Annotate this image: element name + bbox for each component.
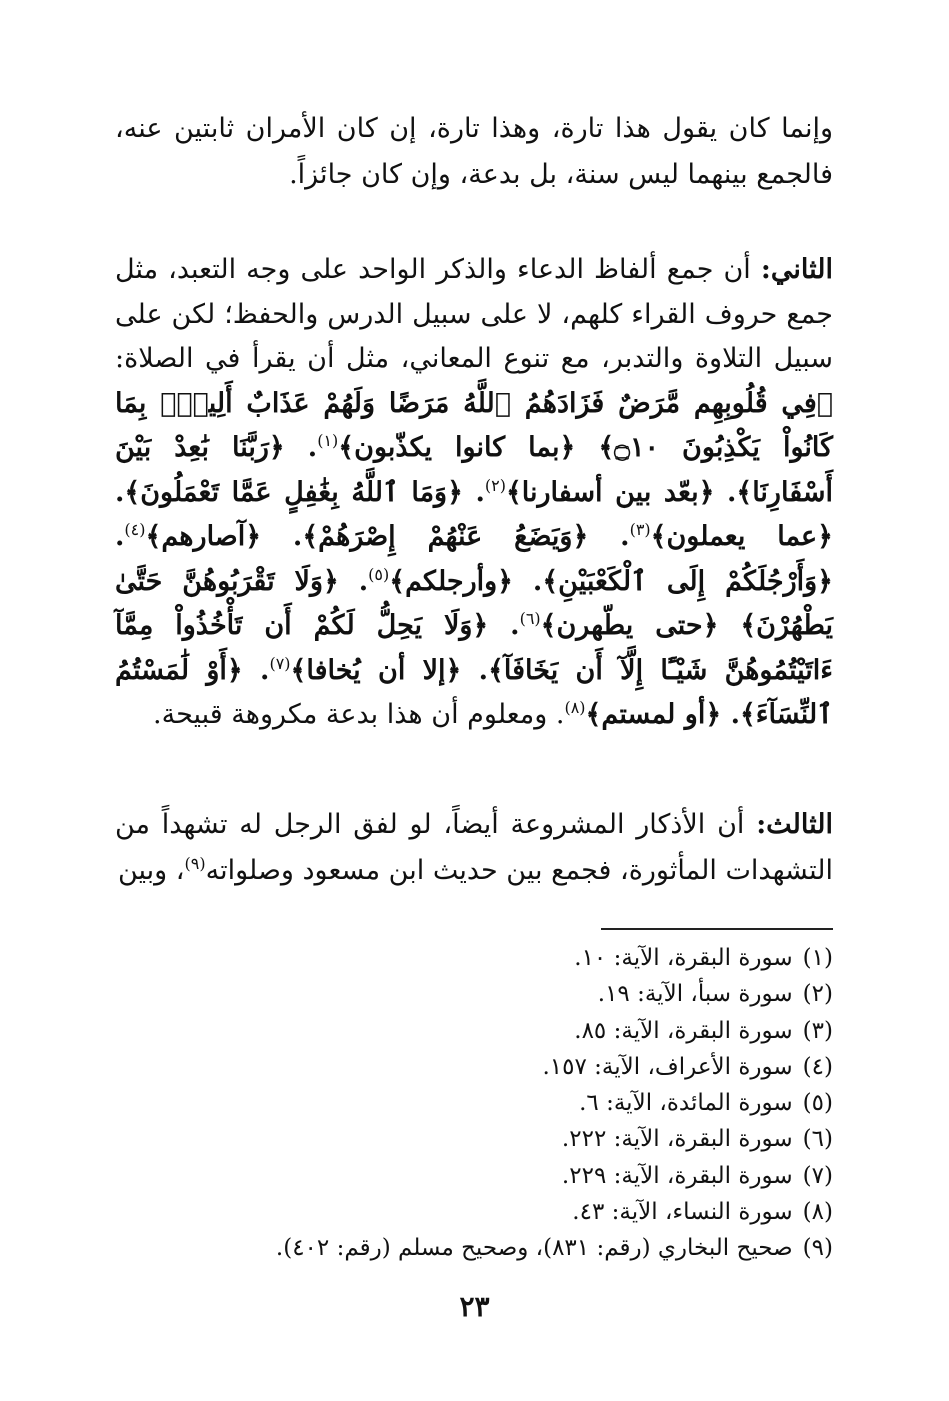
paragraph-third-heading: الثالث: xyxy=(756,809,833,840)
quran-quote-1: ﴿فِي قُلُوبِهِم مَّرَضٌ فَزَادَهُمُ ٱللَّهُ مَرَضًا وَلَهُمْ عَذَابٌ أَلِيمٌۢ بِمَا كَانُواْ يَكْذِبُونَ ۝١٠﴾ xyxy=(115,387,834,463)
footnote-item xyxy=(115,976,833,1012)
footnote-ref-3[interactable]: (٣) xyxy=(629,520,651,539)
footnote-item xyxy=(115,1049,833,1085)
paragraph-third xyxy=(115,802,833,894)
footnote-ref-8[interactable]: (٨) xyxy=(564,698,586,717)
footnote-text: سورة البقرة، الآية: ١٠. xyxy=(574,945,793,971)
footnote-item xyxy=(115,940,833,976)
footnote-item xyxy=(115,1158,833,1194)
footnote-text: سورة سبأ، الآية: ١٩. xyxy=(597,981,793,1008)
footnote-number: (٧) xyxy=(802,1162,833,1189)
quran-quote-9: . ﴿أَوْ لَٰمَسْتُمُ ٱلنِّسَآءَ﴾. ﴿أو لمستم﴾ xyxy=(115,654,833,730)
quran-quote-4: . ﴿وَمَا ٱللَّهُ بِغَٰفِلٍ عَمَّا تَعْمَلُونَ﴾. ﴿عما يعملون﴾ xyxy=(115,476,833,552)
footnote-separator xyxy=(601,928,833,930)
footnote-text: سورة الأعراف، الآية: ١٥٧. xyxy=(542,1053,793,1080)
footnote-number: (٥) xyxy=(802,1090,833,1117)
paragraph-second-heading: الثاني: xyxy=(760,254,833,285)
footnote-ref-1[interactable]: (١) xyxy=(317,431,339,450)
footnote-ref-4[interactable]: (٤) xyxy=(124,520,146,539)
footnote-item xyxy=(115,1121,833,1157)
page-number: ٢٣ xyxy=(459,1290,490,1323)
footnote-number: (٨) xyxy=(802,1199,833,1226)
footnote-item xyxy=(115,1230,833,1266)
footnote-ref-6[interactable]: (٦) xyxy=(519,609,541,628)
quran-quote-2: ﴿بما كانوا يكذّبون﴾ xyxy=(338,432,599,463)
footnote-number: (٢) xyxy=(802,981,833,1008)
footnote-number: (٣) xyxy=(802,1017,833,1044)
footnote-text: سورة البقرة، الآية: ٢٢٩. xyxy=(561,1162,793,1189)
footnote-ref-9[interactable]: (٩) xyxy=(184,854,206,873)
quran-quote-6: . ﴿وَأَرْجُلَكُمْ إِلَى ٱلْكَعْبَيْنِ﴾. ﴿وأرجلكم﴾ xyxy=(115,521,833,597)
footnote-number: (٦) xyxy=(802,1126,833,1153)
paragraph-second-intro: أن جمع ألفاظ الدعاء والذكر الواحد على وجه التعبد، مثل جمع حروف القراء كلهم، لا على سبيل الدرس والحفظ؛ لكن على سبيل التلاوة والتدبر، مع تنوع المعاني، مثل أن يقرأ في الصلاة: xyxy=(115,254,833,374)
footnote-number: (٩) xyxy=(802,1235,833,1262)
footnote-item xyxy=(115,1013,833,1049)
paragraph-second xyxy=(115,248,833,738)
quran-quote-3: . ﴿رَبَّنَا بَٰعِدْ بَيْنَ أَسْفَارِنَا﴾. ﴿بعّد بين أسفارنا﴾ xyxy=(115,432,833,508)
footnotes-list xyxy=(115,940,833,1267)
paragraph-second-outro: . ومعلوم أن هذا بدعة مكروهة قبيحة. xyxy=(153,699,565,730)
paragraph-first xyxy=(115,106,833,198)
footnote-text: سورة المائدة، الآية: ٦. xyxy=(579,1090,793,1117)
quran-quote-5: . ﴿وَيَضَعُ عَنْهُمْ إِصْرَهُمْ﴾. ﴿آصارهم﴾ xyxy=(145,521,630,552)
footnote-ref-2[interactable]: (٢) xyxy=(484,475,506,495)
quran-quote-7: . ﴿وَلَا تَقْرَبُوهُنَّ حَتَّىٰ يَطْهُرْنَ﴾ ﴿حتى يطّهرن﴾ xyxy=(115,565,834,641)
footnote-number: (١) xyxy=(802,945,833,971)
paragraph-third-text-a: أن الأذكار المشروعة أيضاً، لو لفق الرجل له تشهداً من التشهدات المأثورة، فجمع بين حديث ابن مسعود وصلواته xyxy=(115,809,833,886)
footnote-ref-7[interactable]: (٧) xyxy=(269,653,291,673)
footnote-number: (٤) xyxy=(802,1053,833,1080)
footnote-text: صحيح البخاري (رقم: ٨٣١)، وصحيح مسلم (رقم: ٤٠٢). xyxy=(275,1235,793,1262)
quran-quote-8: . ﴿وَلَا يَحِلُّ لَكُمْ أَن تَأْخُذُواْ مِمَّآ ءَاتَيْتُمُوهُنَّ شَيْـًٔا إِلَّآ أَن يَخَافَآ﴾. ﴿إلا أن يُخافا﴾ xyxy=(115,610,833,686)
paragraph-third-text-b: ، وبين xyxy=(117,855,185,886)
footnote-item xyxy=(115,1194,833,1230)
paragraph-first-text: وإنما كان يقول هذا تارة، وهذا تارة، إن كان الأمران ثابتين عنه، فالجمع بينهما ليس سنة، بل بدعة، وإن كان جائزاً. xyxy=(115,113,833,190)
footnote-ref-5[interactable]: (٥) xyxy=(368,564,390,584)
footnote-text: سورة النساء، الآية: ٤٣. xyxy=(572,1199,793,1226)
footnote-text: سورة البقرة، الآية: ٢٢٢. xyxy=(561,1126,793,1153)
footnote-text: سورة البقرة، الآية: ٨٥. xyxy=(574,1017,793,1044)
footnote-item xyxy=(115,1085,833,1121)
